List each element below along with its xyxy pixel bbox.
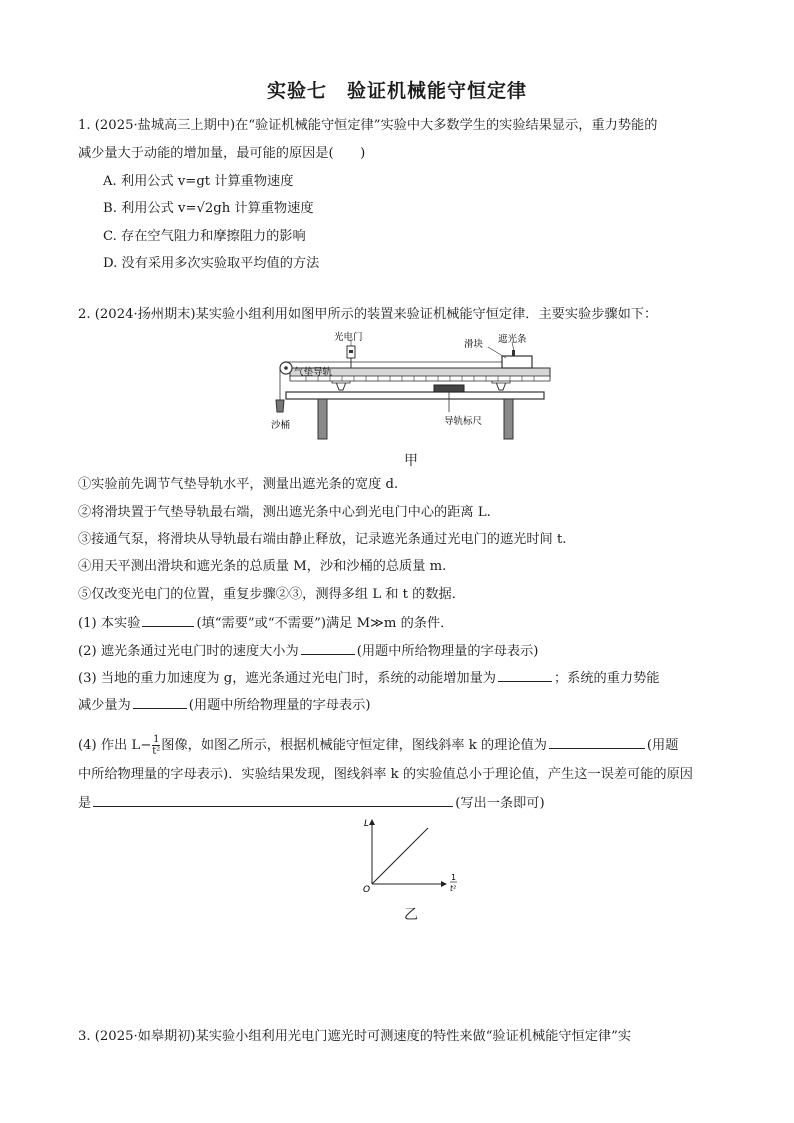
label-air-track: 气垫导轨: [294, 367, 333, 378]
q1-option-b: B. 利用公式 v=√2gh 计算重物速度: [103, 201, 314, 216]
label-sand-bucket: 沙桶: [271, 420, 291, 431]
q2-step-5: ⑤仅改变光电门的位置，重复步骤②③，测得多组 L 和 t 的数据．: [78, 587, 465, 602]
q2-part-2-lead: (2) 遮光条通过光电门时的速度大小为: [78, 644, 299, 659]
figure-yi-caption: 乙: [404, 907, 418, 923]
answer-blank-3a[interactable]: [498, 667, 552, 682]
q2-part-3-line1: [78, 667, 728, 689]
q2-part-4-line2: 中所给物理量的字母表示)．实验结果发现，图线斜率 k 的实验值总小于理论值，产生这一误差可能的原因: [78, 767, 693, 782]
q2-part-1-lead: (1) 本实验: [78, 616, 141, 631]
q2-step-3: ③接通气泵，将滑块从导轨最右端由静止释放，记录遮光条通过光电门的遮光时间 t.: [78, 532, 567, 547]
q3-stem-line1: 3. (2025·如皋期初)某实验小组利用光电门遮光时可测速度的特性来做“验证机械能守恒定律”实: [78, 1029, 632, 1044]
q2-part-3-lead2: 减少量为: [78, 698, 131, 713]
q2-part-4-line3: [78, 792, 728, 814]
answer-blank-4a[interactable]: [549, 734, 645, 749]
q2-part-1: [78, 612, 728, 634]
q2-part-2-tail: (用题中所给物理量的字母表示): [356, 644, 539, 659]
q1-stem-line1: 1. (2025·盐城高三上期中)在“验证机械能守恒定律”实验中大多数学生的实验结果显示，重力势能的: [78, 118, 658, 133]
q2-part-2: [78, 640, 728, 662]
q2-part-4-tail: (用题: [646, 738, 679, 753]
fraction-one-over-t2: [152, 734, 160, 757]
answer-blank-1[interactable]: [142, 612, 194, 627]
q2-part-4-mid: 图像，如图乙所示，根据机械能守恒定律，图线斜率 k 的理论值为: [161, 738, 547, 753]
q2-intro: 2. (2024·扬州期末)某实验小组利用如图甲所示的装置来验证机械能守恒定律．主要实验步骤如下：: [78, 307, 658, 322]
label-track-scale: 导轨标尺: [444, 416, 483, 427]
answer-blank-2[interactable]: [301, 640, 355, 655]
q2-part-3-line2: [78, 694, 728, 716]
q2-part-3-lead: (3) 当地的重力加速度为 g，遮光条通过光电门时，系统的动能增加量为: [78, 671, 496, 686]
label-slider: 滑块: [464, 339, 484, 350]
figure-yi-graph: [356, 814, 468, 894]
q2-step-4: ④用天平测出滑块和遮光条的总质量 M，沙和沙桶的总质量 m.: [78, 559, 447, 574]
q2-part-1-tail: (填“需要”或“不需要”)满足 M≫m 的条件．: [196, 616, 454, 631]
y-axis-label: L: [364, 819, 370, 829]
q1-stem-line2: 减少量大于动能的增加量，最可能的原因是( ): [78, 146, 366, 161]
x-axis-label-num: 1: [451, 873, 457, 882]
origin-label: O: [363, 885, 371, 894]
fraction-num: 1: [153, 734, 160, 745]
q2-part-4-line1: [78, 734, 728, 757]
figure-jia-apparatus: [266, 330, 556, 450]
q2-part-4-lead: (4) 作出 L−: [78, 738, 152, 753]
answer-blank-4b[interactable]: [93, 792, 453, 807]
label-shading-strip: 遮光条: [498, 334, 527, 345]
q2-part-4-tail3: (写出一条即可): [455, 796, 545, 811]
fraction-den: t²: [152, 746, 161, 757]
q1-option-a: A. 利用公式 v=gt 计算重物速度: [103, 174, 294, 189]
q2-step-1: ①实验前先调节气垫导轨水平，测量出遮光条的宽度 d.: [78, 477, 399, 492]
q2-step-2: ②将滑块置于气垫导轨最右端，测出遮光条中心到光电门中心的距离 L.: [78, 505, 491, 520]
page-title: 实验七 验证机械能守恒定律: [266, 80, 527, 102]
figure-jia-caption: 甲: [404, 453, 418, 469]
q1-option-c: C. 存在空气阻力和摩擦阻力的影响: [103, 229, 306, 244]
q2-part-3-mid: ；系统的重力势能: [553, 671, 660, 686]
q2-part-4-lead3: 是: [78, 796, 92, 811]
q2-part-3-tail: (用题中所给物理量的字母表示): [188, 698, 371, 713]
label-photogate: 光电门: [334, 332, 363, 343]
graph-line: [372, 828, 428, 884]
x-axis-label-den: t²: [450, 884, 456, 893]
answer-blank-3b[interactable]: [133, 694, 187, 709]
q1-option-d: D. 没有采用多次实验取平均值的方法: [103, 256, 320, 271]
